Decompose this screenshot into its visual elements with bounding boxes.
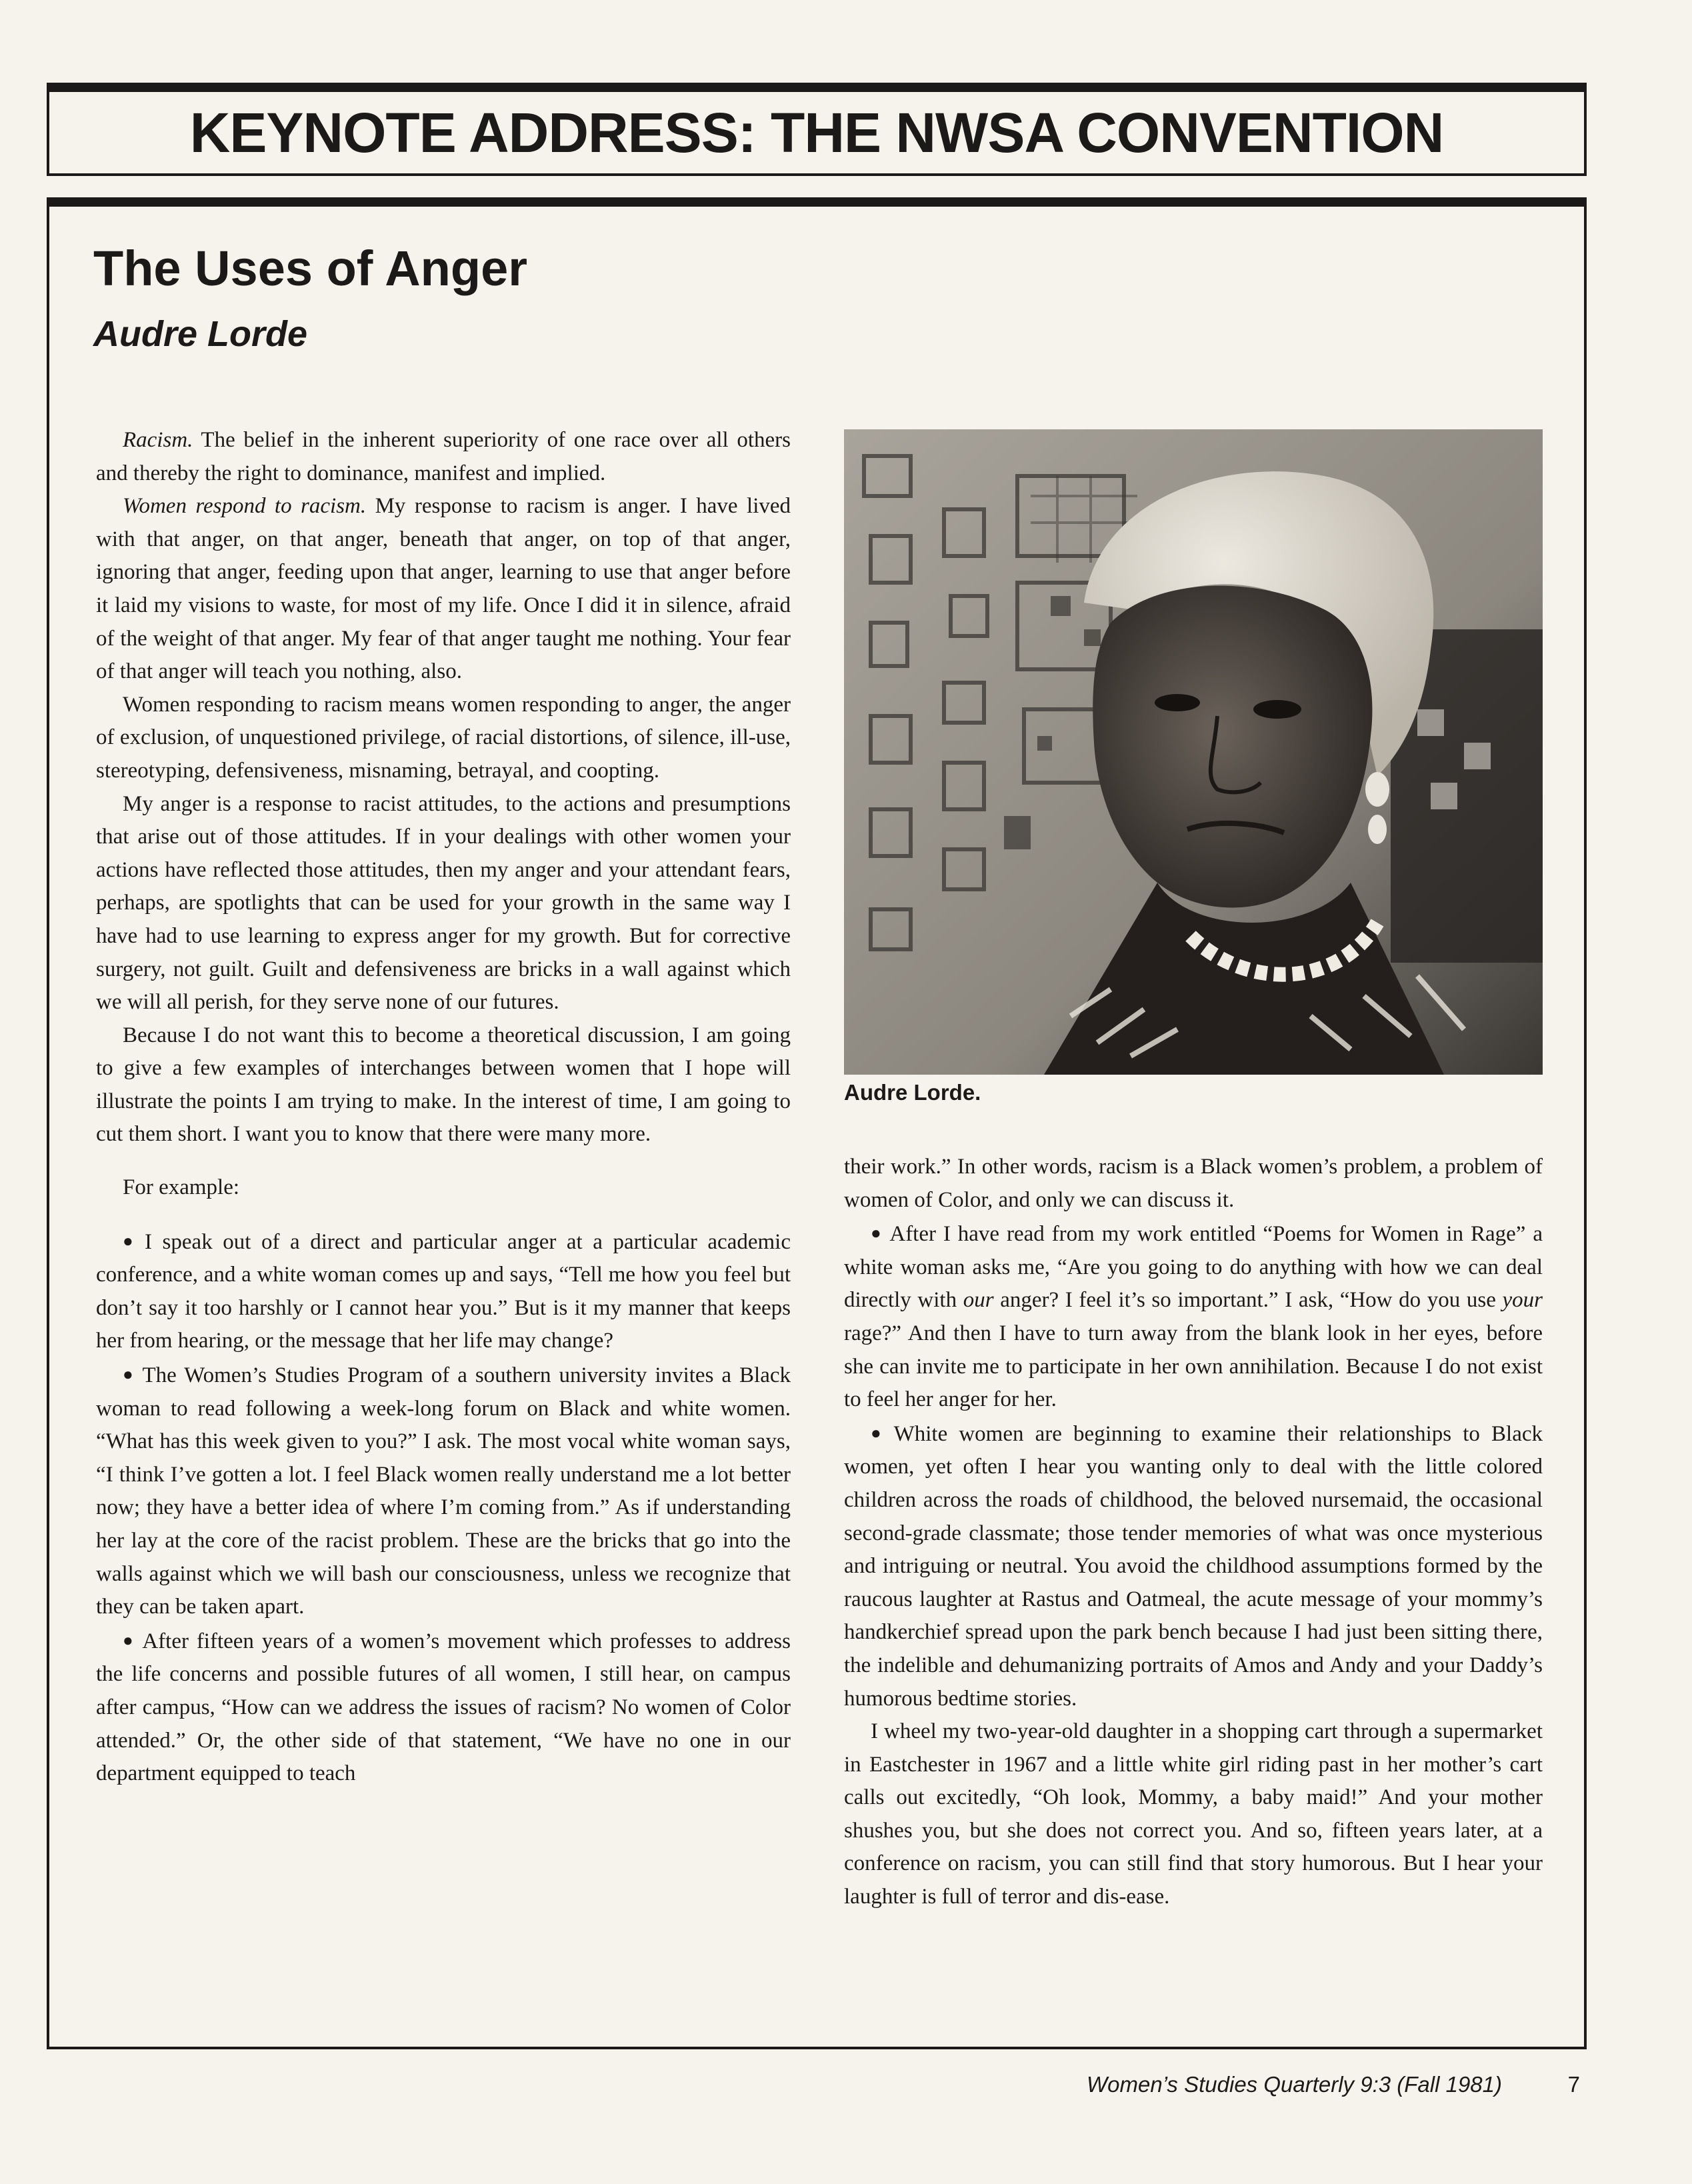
- left-column: [96, 424, 791, 1791]
- bullet-icon: ●: [123, 1365, 136, 1385]
- page-number: 7: [1567, 2072, 1580, 2097]
- paragraph: Racism. The belief in the inherent superiority of one race over all others and thereby the right to dominance, manifest and implied.: [96, 428, 791, 485]
- paragraph: their work.” In other words, racism is a Black women’s problem, a problem of women of Color, and only we can discuss it.: [844, 1155, 1543, 1212]
- paragraph: My anger is a response to racist attitudes, to the actions and presumptions that arise out of those attitudes. If in your dealings with other women your actions have reflected those attitudes, then my anger and your attendant fears, perhaps, are spotlights that can be used for your growth in the same way I have had to use learning to express anger for my growth. But for corrective surgery, not guilt. Guilt and defensiveness are bricks in a wall against which we will all perish, for they serve none of our futures.: [96, 791, 791, 1015]
- paragraph: Because I do not want this to become a theoretical discussion, I am going to give a few examples of interchanges between women that I hope will illustrate the points I am trying to make. In the interest of time, I am going to cut them short. I want you to know that there were many more.: [96, 1023, 791, 1147]
- header-title: KEYNOTE ADDRESS: THE NWSA CONVENTION: [189, 101, 1444, 164]
- author-photo: [844, 429, 1543, 1075]
- article-title: The Uses of Anger: [93, 241, 528, 296]
- page-footer: [1087, 2072, 1580, 2105]
- bullet-icon: ●: [123, 1231, 139, 1251]
- bullet-paragraph: ● I speak out of a direct and particular anger at a particular academic conference, and a white woman comes up and says, “Tell me how you feel but don’t say it too harshly or I cannot hear you.” But is it my manner that keeps her from hearing, or the message that her life may change?: [96, 1229, 791, 1353]
- bullet-paragraph: ● After I have read from my work entitled “Poems for Women in Rage” a white woman asks me, “Are you going to do anything with how we can deal directly with our anger? I feel it’s so important.” I ask, “How do you use your rage?” And then I have to turn away from the blank look in her eyes, before she can invite me to participate in her own annihilation. Because I do not exist to feel her anger for her.: [844, 1222, 1543, 1412]
- paragraph: Women responding to racism means women responding to anger, the anger of exclusion, of unquestioned privilege, of racial distortions, of silence, ill-use, stereotyping, defensiveness, misnaming, betrayal, and coopting.: [96, 692, 791, 783]
- bullet-paragraph: ● The Women’s Studies Program of a southern university invites a Black woman to read following a week-long forum on Black and white women. “What has this week given to you?” I ask. The most vocal white woman says, “I think I’ve gotten a lot. I feel Black women really understand me a lot better now; they have a better idea of where I’m coming from.” As if understanding her lay at the core of the racist problem. These are the bricks that go into the walls against which we will bash our consciousness, unless we recognize that they can be taken apart.: [96, 1363, 791, 1619]
- bullet-icon: ●: [123, 1630, 136, 1650]
- bullet-icon: ●: [871, 1223, 883, 1243]
- bullet-paragraph: ● White women are beginning to examine their relationships to Black women, yet often I hear you wanting only to deal with the little colored children across the roads of childhood, the beloved nursemaid, the occasional second-grade classmate; those tender memories of what was once mysterious and intriguing or neutral. You avoid the childhood assumptions formed by the raucous laughter at Rastus and Oatmeal, the acute message of your mommy’s handkerchief spread upon the park bench because I had just been sitting there, the indelible and dehumanizing portraits of Amos and Andy and your Daddy’s humorous bedtime stories.: [844, 1421, 1543, 1711]
- journal-citation: Women’s Studies Quarterly 9:3 (Fall 1981): [1087, 2072, 1502, 2097]
- article-author: Audre Lorde: [93, 314, 308, 354]
- paragraph: For example:: [123, 1175, 240, 1200]
- bullet-icon: ●: [871, 1423, 887, 1443]
- bullet-paragraph: ● After fifteen years of a women’s movement which professes to address the life concerns and possible futures of all women, I still hear, on campus after campus, “How can we address the issues of racism? No women of Color attended.” Or, the other side of that statement, “We have no one in our department equipped to teach: [96, 1629, 791, 1786]
- paragraph: Women respond to racism. My response to racism is anger. I have lived with that anger, on that anger, beneath that anger, on top of that anger, ignoring that anger, feeding upon that anger, learning to use that anger before it laid my visions to waste, for most of my life. Once I did it in silence, afraid of the weight of that anger. My fear of that anger taught me nothing. Your fear of that anger will teach you nothing, also.: [96, 494, 791, 684]
- photo-caption: Audre Lorde.: [844, 1080, 981, 1105]
- header-banner: [47, 83, 1587, 176]
- right-column: [844, 1151, 1543, 1914]
- paragraph: I wheel my two-year-old daughter in a shopping cart through a supermarket in Eastchester in 1967 and a little white girl riding past in her mother’s cart calls out excitedly, “Oh look, Mommy, a baby maid!” And your mother shushes you, but she does not correct you. And so, fifteen years later, at a conference on racism, you can still find that story humorous. But I hear your laughter is full of terror and dis-ease.: [844, 1719, 1543, 1909]
- portrait-image: [844, 429, 1543, 1075]
